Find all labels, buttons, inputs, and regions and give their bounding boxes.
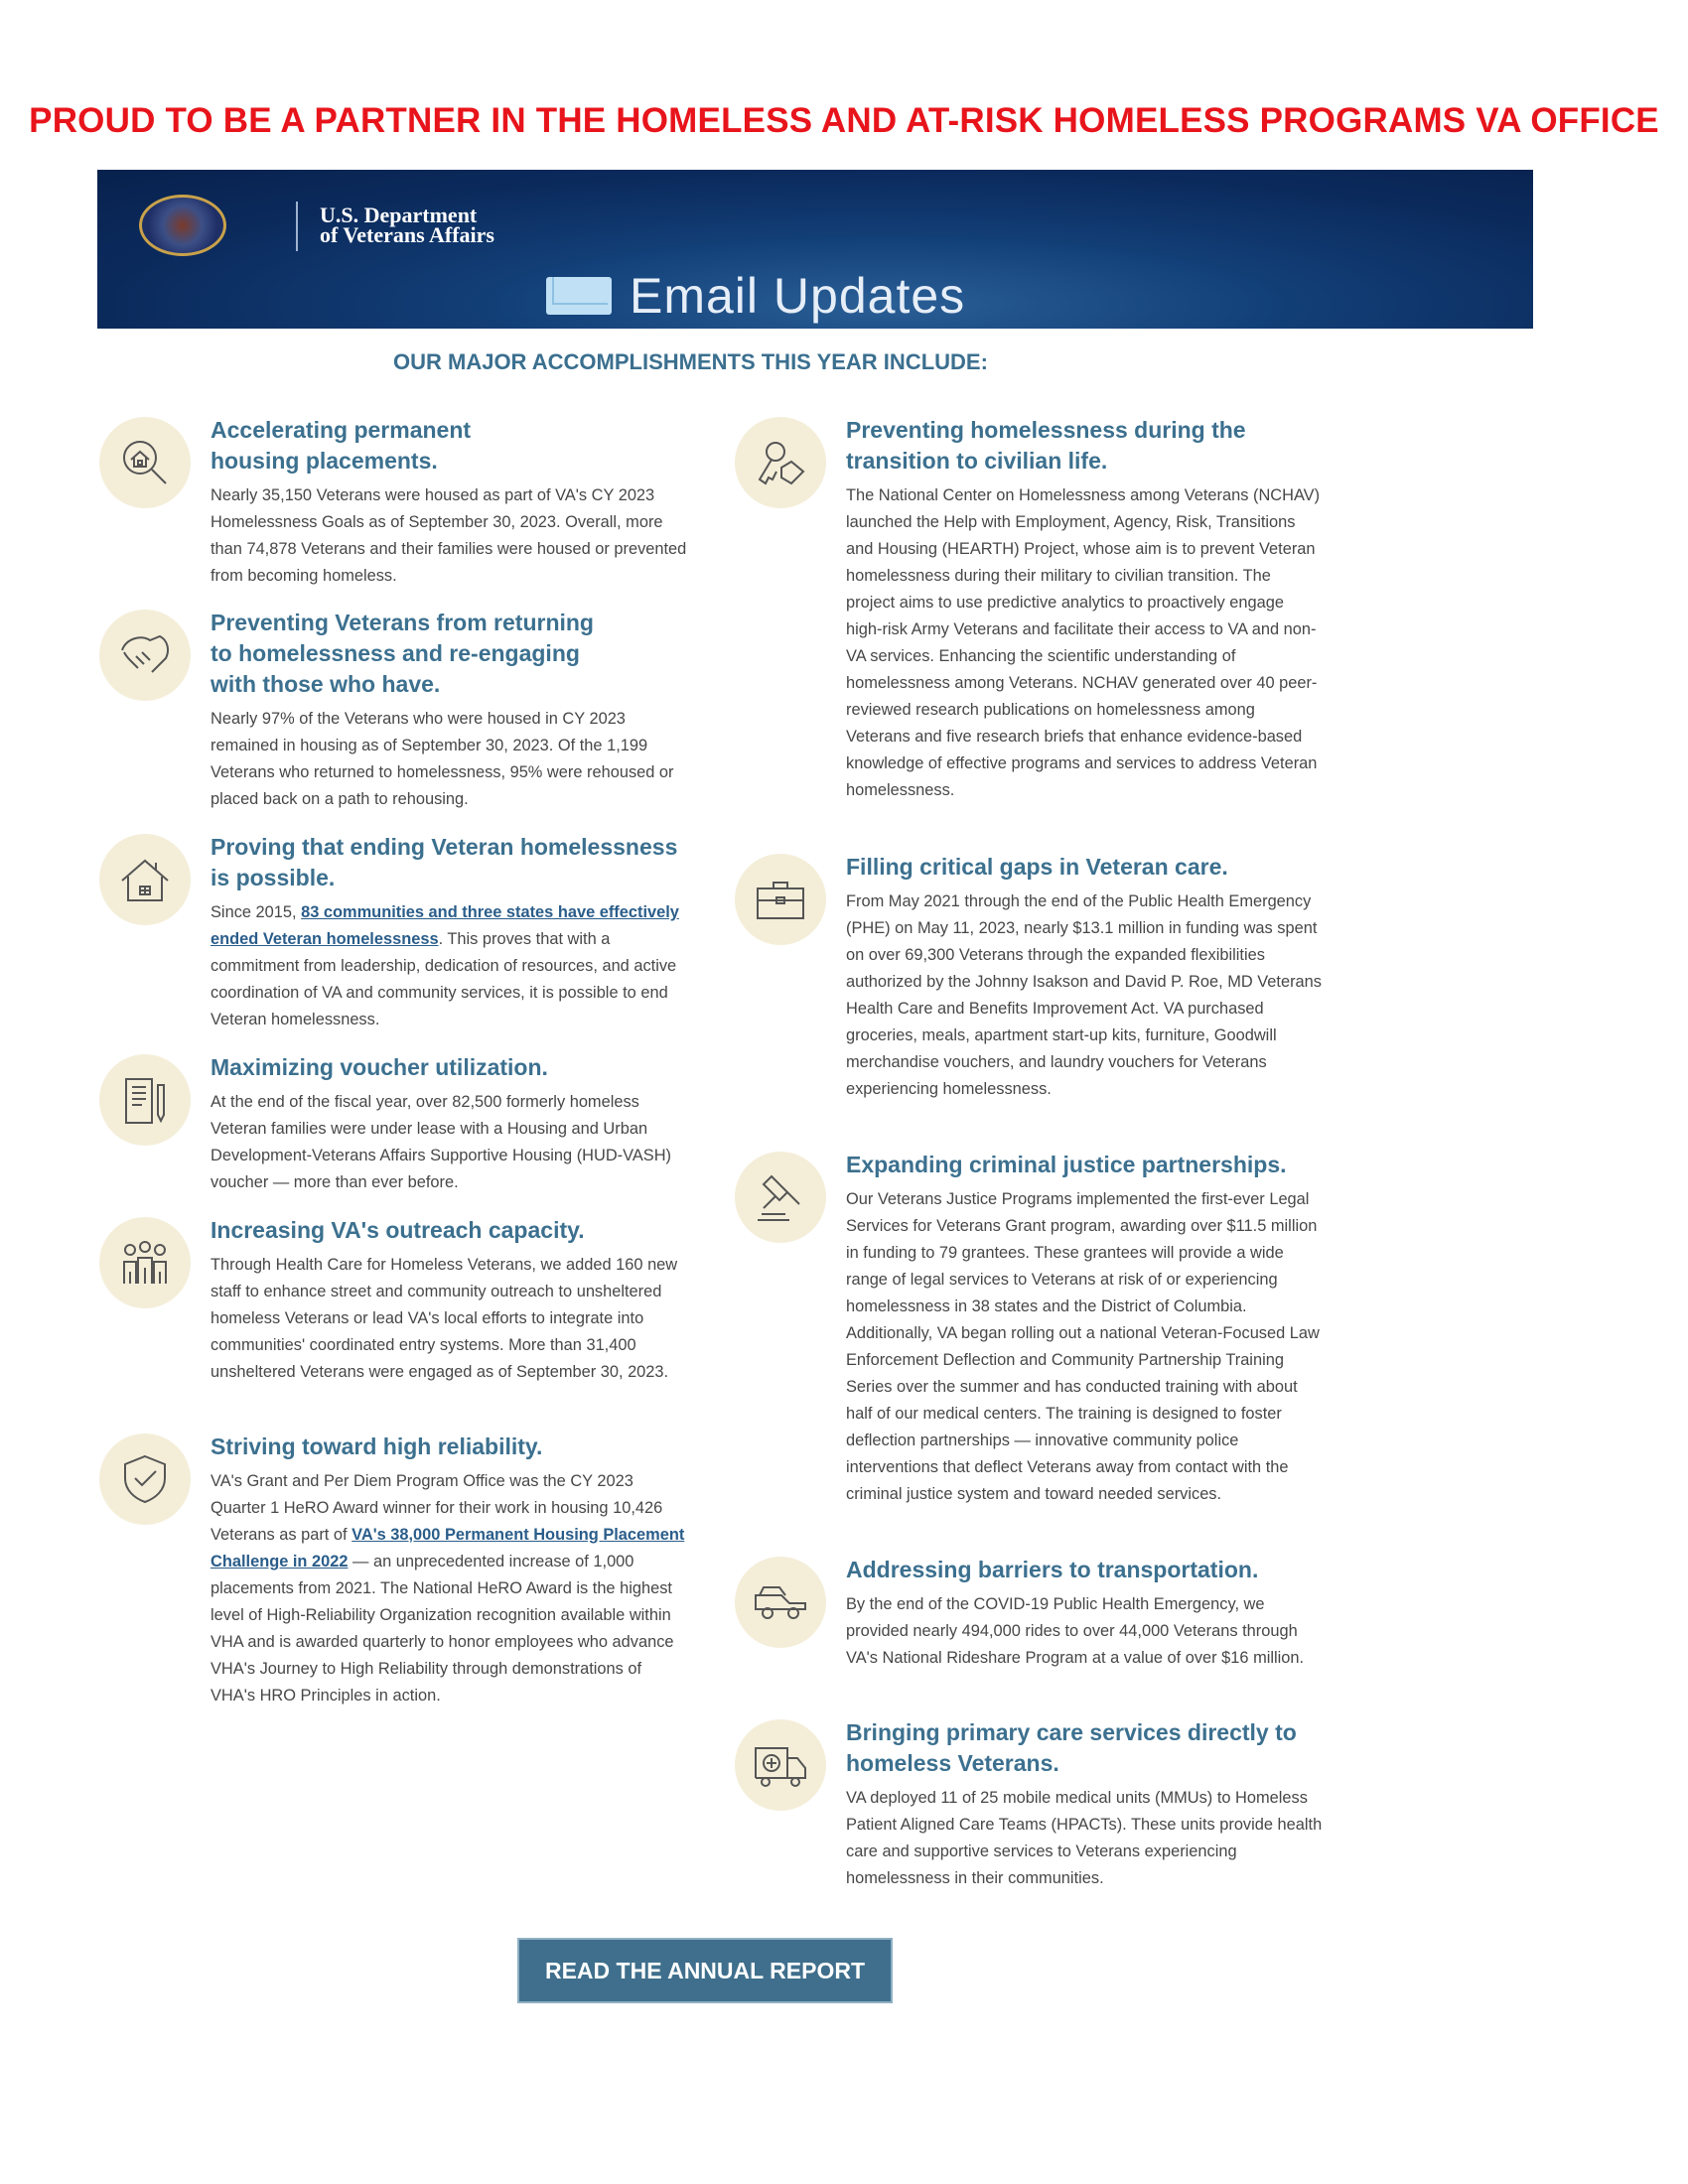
body-text: . This proves that with a commitment from leadership, dedication of resources, and active coordination of VA and community services, it is possible to end Veteran homelessness. [211, 930, 677, 1028]
body-text: Nearly 35,150 Veterans were housed as part of VA's CY 2023 Homelessness Goals as of September 30, 2023. Overall, more than 74,878 Veterans and their families were housed or prevented from becoming homeless. [211, 486, 687, 585]
body-text: Since 2015, [211, 903, 302, 921]
accomplishment-item [846, 1717, 1323, 1892]
accomplishment-body [211, 482, 687, 590]
accomplishment-item [211, 832, 687, 1033]
org-line-2: of Veterans Affairs [320, 222, 494, 247]
key-hand-icon [735, 417, 826, 508]
accomplishment-title: Filling critical gaps in Veteran care. [846, 854, 1228, 880]
body-text: VA deployed 11 of 25 mobile medical units (MMUs) to Homeless Patient Aligned Care Teams (HPACTs). These units provide health care and supportive services to Veterans experiencing homelessness in their communities. [846, 1789, 1323, 1887]
document-icon [99, 1054, 191, 1146]
handshake-icon [99, 610, 191, 701]
body-link[interactable]: 83 communities and three states have effectively ended Veteran homelessness [211, 903, 679, 948]
accomplishment-item [211, 608, 687, 813]
accomplishment-title: Preventing homelessness during the transition to civilian life. [846, 417, 1246, 474]
accomplishment-title: Expanding criminal justice partnerships. [846, 1152, 1287, 1177]
mobile-medical-unit-icon [735, 1719, 826, 1811]
page-title: PROUD TO BE A PARTNER IN THE HOMELESS AND AT-RISK HOMELESS PROGRAMS VA OFFICE [29, 101, 1659, 140]
accomplishment-title: Increasing VA's outreach capacity. [211, 1217, 585, 1243]
body-text: — an unprecedented increase of 1,000 placements from 2021. The National HeRO Award is the highest level of High-Reliability Organization recognition available within VHA and is awarded quarterly to honor employees who advance VHA's Journey to High Reliability through demonstrations of VHA's HRO Principles in action. [211, 1553, 674, 1705]
accomplishment-title: Proving that ending Veteran homelessness is possible. [211, 834, 678, 890]
accomplishment-item [211, 1052, 687, 1196]
accomplishment-item [846, 1555, 1323, 1672]
accomplishment-title: Striving toward high reliability. [211, 1433, 543, 1459]
banner-title: Email Updates [630, 268, 966, 324]
accomplishment-body [211, 1252, 687, 1386]
section-heading: OUR MAJOR ACCOMPLISHMENTS THIS YEAR INCLUDE: [393, 349, 988, 374]
accomplishment-body [846, 1186, 1323, 1508]
accomplishment-body [211, 1468, 687, 1709]
accomplishment-title: Accelerating permanent housing placements. [211, 417, 472, 474]
accomplishment-item [846, 1150, 1323, 1508]
accomplishment-title: Preventing Veterans from returning to homelessness and re-engaging with those who have. [211, 610, 594, 697]
accomplishment-item [846, 415, 1323, 804]
envelope-icon [546, 277, 612, 315]
divider [296, 202, 298, 251]
body-text: From May 2021 through the end of the Public Health Emergency (PHE) on May 11, 2023, nearly $13.1 million in funding was spent on over 69,300 Veterans through the expanded flexibilities authorized by the Johnny Isakson and David P. Roe, MD Veterans Health Care and Benefits Improvement Act. VA purchased groceries, meals, apartment start-up kits, furniture, Goodwill merchandise vouchers, and laundry vouchers for Veterans experiencing homelessness. [846, 892, 1322, 1098]
accomplishment-body [211, 899, 687, 1033]
read-annual-report-button[interactable]: READ THE ANNUAL REPORT [517, 1938, 893, 2003]
accomplishment-title: Maximizing voucher utilization. [211, 1054, 548, 1080]
body-text: Nearly 97% of the Veterans who were housed in CY 2023 remained in housing as of September 30, 2023. Of the 1,199 Veterans who returned to homelessness, 95% were rehoused or placed back on a path to rehousing. [211, 710, 674, 808]
accomplishment-item [211, 415, 687, 590]
body-text: Through Health Care for Homeless Veterans, we added 160 new staff to enhance street and community outreach to unsheltered homeless Veterans or lead VA's local efforts to integrate into communities' coordinated entry systems. More than 31,400 unsheltered Veterans were engaged as of September 30, 2023. [211, 1256, 678, 1381]
va-name [320, 205, 494, 245]
accomplishment-title: Bringing primary care services directly to homeless Veterans. [846, 1719, 1297, 1776]
body-text: The National Center on Homelessness among Veterans (NCHAV) launched the Help with Employment, Agency, Risk, Transitions and Housing (HEARTH) Project, whose aim is to prevent Veteran homelessness during their military to civilian transition. The project aims to use predictive analytics to proactively engage high-risk Army Veterans and facilitate their access to VA and non-VA services. Enhancing the scientific understanding of homelessness among Veterans. NCHAV generated over 40 peer-reviewed research publications on homelessness among Veterans and five research briefs that enhance evidence-based knowledge of effective programs and services to address Veteran homelessness. [846, 486, 1321, 799]
accomplishment-body [846, 482, 1323, 804]
accomplishment-item [211, 1432, 687, 1709]
email-updates-title [546, 267, 965, 325]
accomplishment-body [211, 1089, 687, 1196]
accomplishment-body [846, 888, 1323, 1103]
body-text: VA's Grant and Per Diem Program Office was the CY 2023 Quarter 1 HeRO Award winner for their work in housing 10,426 Veterans as part of [211, 1472, 663, 1544]
accomplishment-item [846, 852, 1323, 1103]
people-icon [99, 1217, 191, 1308]
va-email-banner [97, 170, 1533, 329]
org-line-1: U.S. Department [320, 203, 478, 227]
gavel-icon [735, 1152, 826, 1243]
body-text: At the end of the fiscal year, over 82,500 formerly homeless Veteran families were under lease with a Housing and Urban Development-Veterans Affairs Supportive Housing (HUD-VASH) voucher — more than ever before. [211, 1093, 671, 1191]
body-text: By the end of the COVID-19 Public Health Emergency, we provided nearly 494,000 rides to over 44,000 Veterans through VA's National Rideshare Program at a value of over $16 million. [846, 1595, 1305, 1667]
accomplishment-body [846, 1785, 1323, 1892]
body-text: Our Veterans Justice Programs implemented the first-ever Legal Services for Veterans Grant program, awarding over $11.5 million in funding to 79 grantees. These grantees will provide a wide range of legal services to Veterans at risk of or experiencing homelessness in 38 states and the District of Columbia. Additionally, VA began rolling out a national Veteran-Focused Law Enforcement Deflection and Community Partnership Training Series over the summer and has conducted training with about half of our medical centers. The training is designed to foster deflection partnerships — innovative community police interventions that deflect Veterans away from contact with the criminal justice system and toward needed services. [846, 1190, 1320, 1503]
body-link[interactable]: VA's 38,000 Permanent Housing Placement Challenge in 2022 [211, 1526, 685, 1570]
briefcase-icon [735, 854, 826, 945]
accomplishment-title: Addressing barriers to transportation. [846, 1557, 1259, 1582]
house-search-icon [99, 417, 191, 508]
accomplishment-item [211, 1215, 687, 1386]
shield-check-icon [99, 1433, 191, 1525]
va-seal-logo [139, 195, 226, 256]
car-icon [735, 1557, 826, 1648]
house-icon [99, 834, 191, 925]
accomplishment-body [211, 706, 687, 813]
accomplishment-body [846, 1591, 1323, 1672]
